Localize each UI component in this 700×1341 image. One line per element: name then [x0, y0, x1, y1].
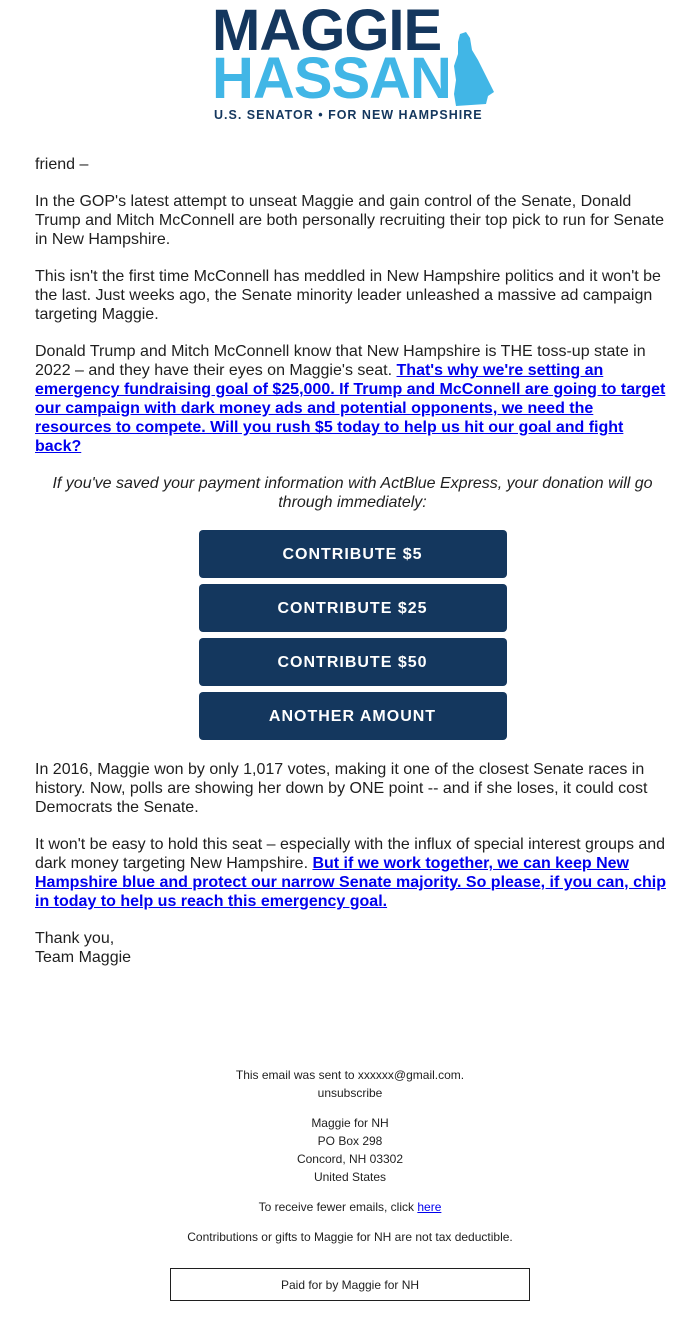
city-state-zip: Concord, NH 03302 [296, 1152, 404, 1166]
paragraph-mcconnell-meddling: This isn't the first time McConnell has meddled in New Hampshire politics and it won't be the last. Just weeks ago, the Senate minority leader unleashed a massive ad campaign targeting Maggie. [35, 268, 661, 323]
actblue-express-note: If you've saved your payment information with ActBlue Express, your donation will go through immediately: [52, 475, 653, 511]
signoff [35, 929, 670, 967]
email-footer [0, 1066, 700, 1258]
email-body [35, 155, 670, 985]
paragraph-toss-up-text: Donald Trump and Mitch McConnell know that New Hampshire is THE toss-up state in 2022 – and they have their eyes on Maggie's seat. [35, 343, 646, 379]
paragraph-2016-race: In 2016, Maggie won by only 1,017 votes, making it one of the closest Senate races in history. Now, polls are showing her down by ONE point -- and if she loses, it could cost Democrats the Senate. [35, 761, 648, 816]
logo-last-name: HASSAN [212, 46, 451, 111]
unsubscribe-link[interactable]: unsubscribe [317, 1086, 383, 1100]
sent-to-text: This email was sent to xxxxxx@gmail.com. [235, 1068, 465, 1082]
email-header [0, 0, 700, 140]
paragraph-gop-attempt: In the GOP's latest attempt to unseat Maggie and gain control of the Senate, Donald Trump and Mitch McConnell are both personally recruiting their top pick to run for Senate in New Hampshire. [35, 193, 665, 248]
tax-note: Contributions or gifts to Maggie for NH are not tax deductible. [187, 1230, 513, 1244]
greeting: friend – [35, 156, 89, 173]
fewer-emails-link[interactable]: here [417, 1200, 442, 1214]
paid-for-disclaimer: Paid for by Maggie for NH [170, 1268, 530, 1301]
contribute-50-button[interactable]: CONTRIBUTE $50 [199, 638, 507, 686]
logo-first-name: MAGGIE [212, 0, 442, 63]
country: United States [313, 1170, 387, 1184]
campaign-logo[interactable] [212, 2, 492, 122]
logo-tagline: U.S. SENATOR • FOR NEW HAMPSHIRE [214, 108, 483, 122]
another-amount-button[interactable]: ANOTHER AMOUNT [199, 692, 507, 740]
contribute-5-button[interactable]: CONTRIBUTE $5 [199, 530, 507, 578]
paragraph-hold-seat [35, 835, 670, 911]
signoff-team: Team Maggie [35, 949, 132, 966]
contribution-buttons [35, 530, 670, 740]
org-name: Maggie for NH [311, 1116, 389, 1130]
fewer-emails-text: To receive fewer emails, click [258, 1200, 418, 1214]
footer-recipient [0, 1066, 700, 1102]
chip-in-link[interactable]: But if we work together, we can keep New Hampshire blue and protect our narrow Senate majority. So please, if you can, chip in today to help us reach this emergency goal. [35, 855, 666, 910]
emergency-goal-link[interactable]: That's why we're setting an emergency fundraising goal of $25,000. If Trump and McConnell are going to target our campaign with dark money ads and potential opponents, we need the resources to compete. Will you rush $5 today to help us hit our goal and fight back? [35, 362, 666, 455]
paragraph-toss-up-state [35, 342, 670, 456]
paragraph-hold-seat-text: It won't be easy to hold this seat – especially with the influx of special interest groups and dark money targeting New Hampshire. [35, 836, 666, 872]
fewer-emails [0, 1198, 700, 1216]
new-hampshire-state-icon [448, 32, 496, 106]
contribute-25-button[interactable]: CONTRIBUTE $25 [199, 584, 507, 632]
signoff-thanks: Thank you, [35, 930, 115, 947]
footer-address [0, 1114, 700, 1186]
po-box: PO Box 298 [317, 1134, 383, 1148]
